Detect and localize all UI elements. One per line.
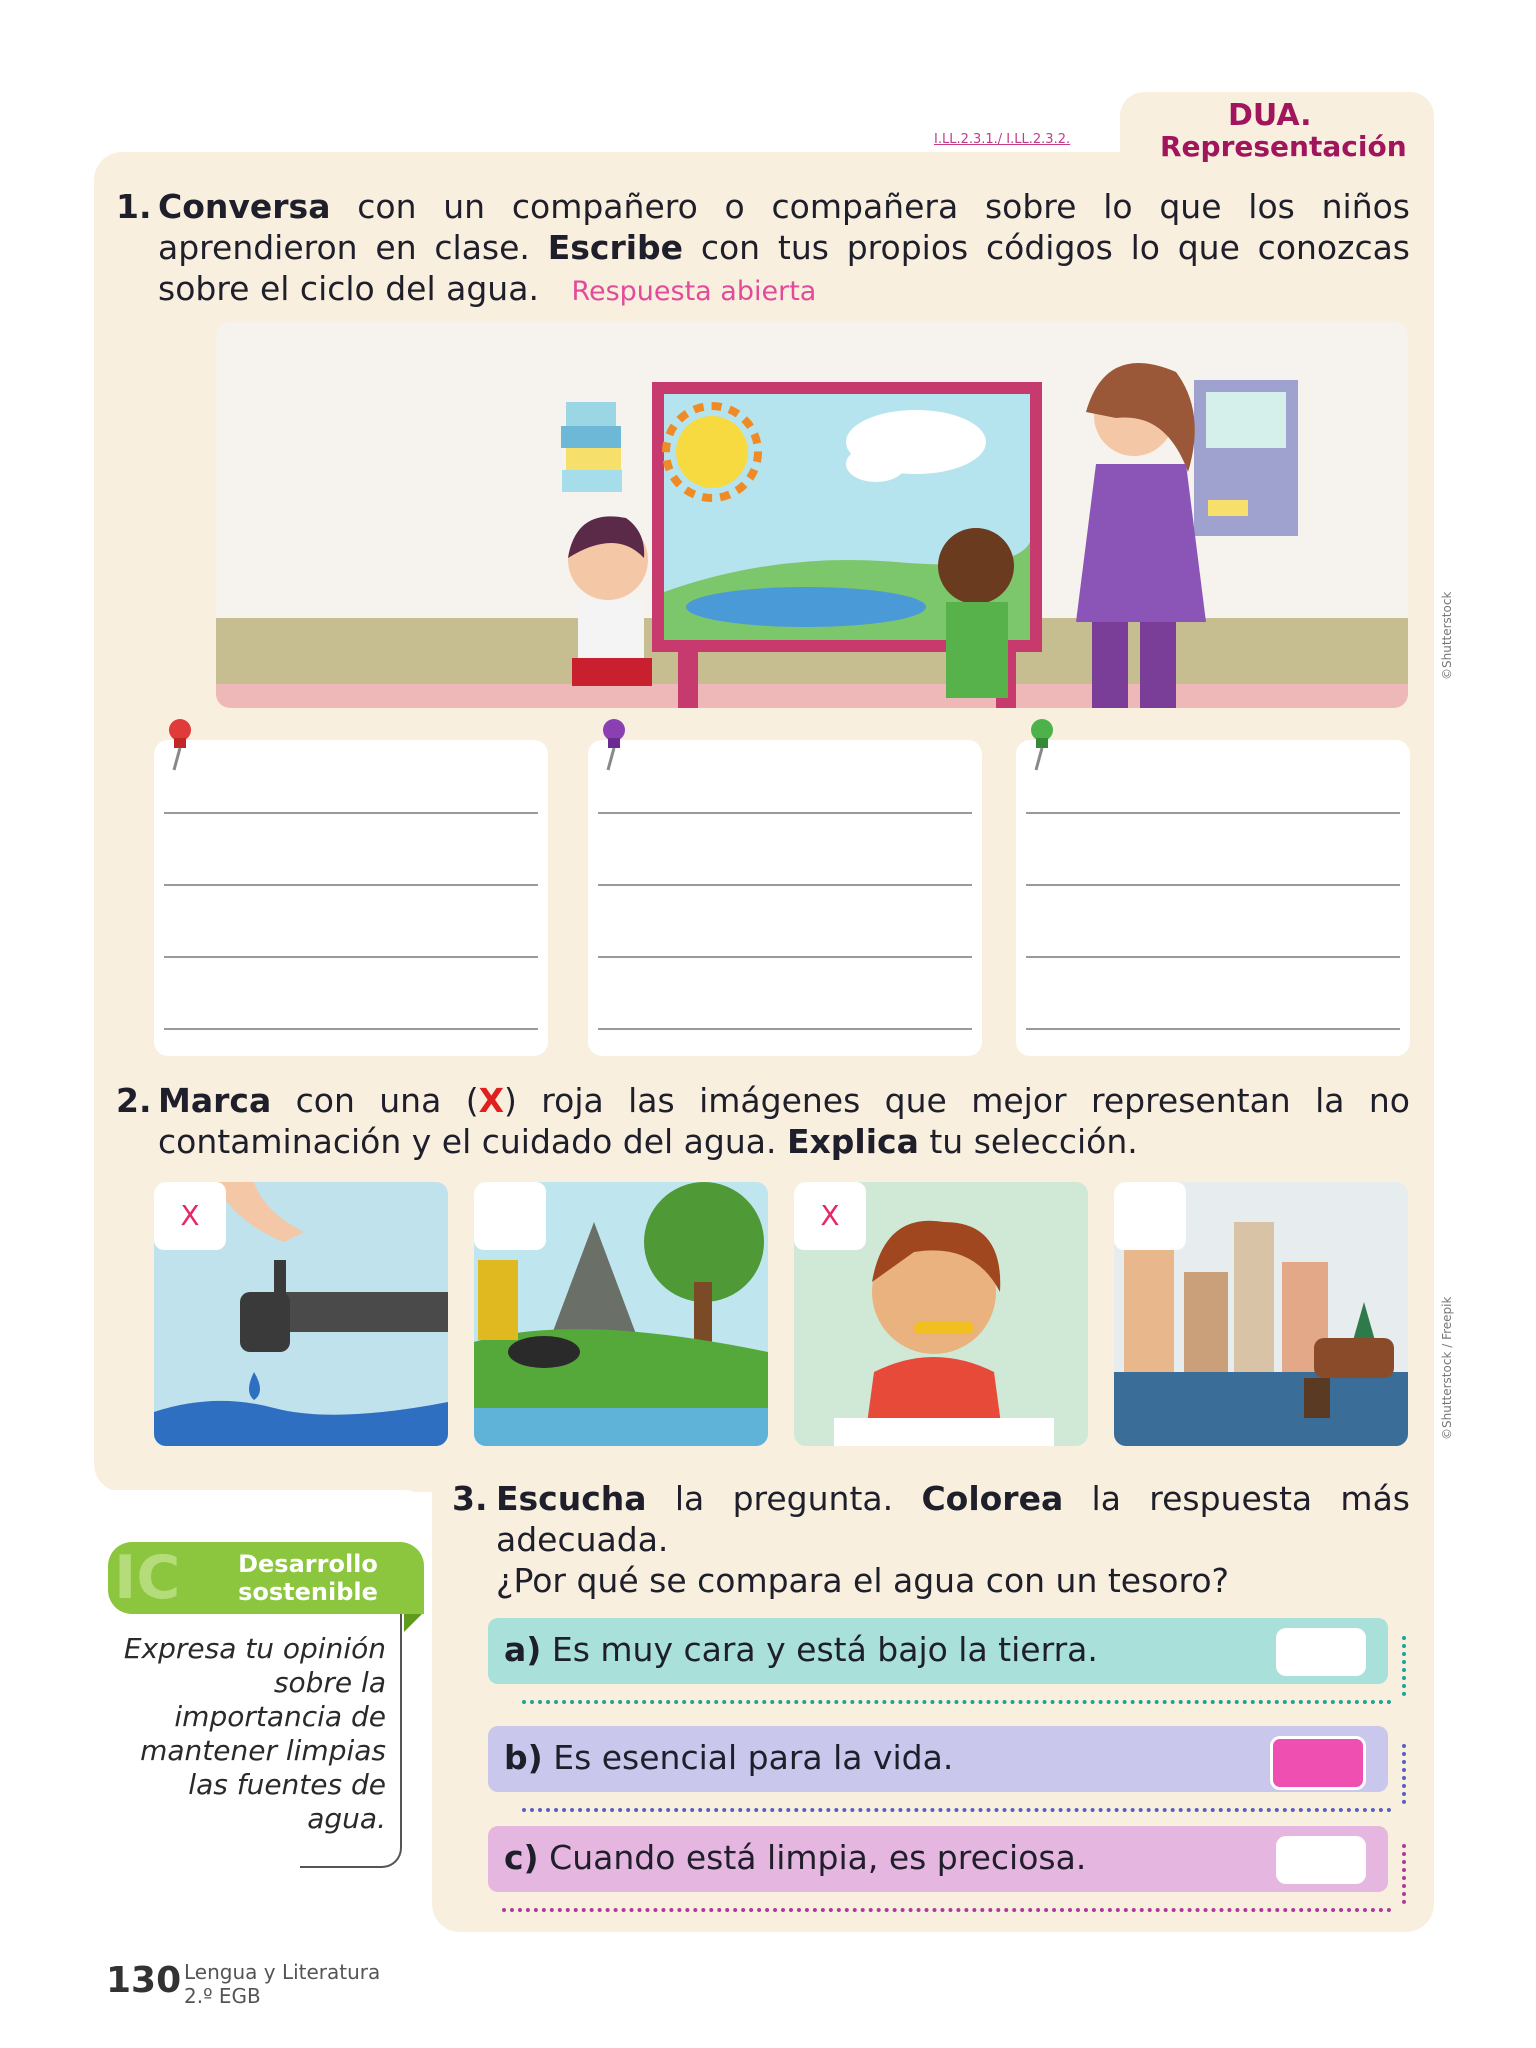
mark-box[interactable] bbox=[1114, 1182, 1186, 1250]
color-box[interactable] bbox=[1276, 1836, 1366, 1884]
grade-level: 2.º EGB bbox=[184, 1984, 261, 2008]
question-text: la pregunta. bbox=[646, 1479, 922, 1518]
dua-subtitle: Representación bbox=[1160, 130, 1407, 163]
dua-title: DUA. bbox=[1228, 98, 1312, 133]
writing-card-3[interactable] bbox=[1016, 740, 1410, 1056]
option-letter: b) bbox=[504, 1738, 543, 1777]
option-a[interactable] bbox=[488, 1618, 1388, 1684]
image-credit: ©Shutterstock / Freepik bbox=[1440, 1296, 1454, 1440]
verb: Conversa bbox=[158, 187, 331, 226]
question-text: la respuesta más adecuada. bbox=[496, 1479, 1410, 1559]
badge-line-1: Desarrollo bbox=[238, 1550, 378, 1578]
question-text: con un compañero o compañera sobre lo que los niños aprendieron en clase. bbox=[158, 187, 1410, 267]
color-box[interactable] bbox=[1270, 1736, 1366, 1790]
mark-box[interactable]: X bbox=[154, 1182, 226, 1250]
option-text: Cuando está limpia, es preciosa. bbox=[549, 1838, 1087, 1877]
answer-note: Respuesta abierta bbox=[571, 276, 817, 307]
image-faucet[interactable] bbox=[154, 1182, 448, 1446]
option-c[interactable] bbox=[488, 1826, 1388, 1892]
pushpin-icon bbox=[594, 716, 634, 776]
option-text: Es esencial para la vida. bbox=[553, 1738, 954, 1777]
question-number: 2. bbox=[116, 1081, 152, 1120]
red-x-mark: X bbox=[478, 1081, 505, 1120]
writing-card-1[interactable] bbox=[154, 740, 548, 1056]
subject-name: Lengua y Literatura bbox=[184, 1960, 381, 1984]
pushpin-icon bbox=[160, 716, 200, 776]
verb: Colorea bbox=[921, 1479, 1064, 1518]
sidebar-text: Expresa tu opinión sobre la importancia de mantener limpias las fuentes de agua. bbox=[123, 1632, 386, 1835]
option-text: Es muy cara y está bajo la tierra. bbox=[551, 1630, 1098, 1669]
classroom-illustration bbox=[216, 322, 1408, 708]
option-letter: a) bbox=[504, 1630, 542, 1669]
verb: Marca bbox=[158, 1081, 272, 1120]
badge-icon: IC bbox=[114, 1543, 181, 1613]
pushpin-icon bbox=[1022, 716, 1062, 776]
badge-line-2: sostenible bbox=[238, 1578, 378, 1606]
question-text: ) roja las imágenes que mejor representan la no contaminación y el cuidado del agua. bbox=[158, 1081, 1410, 1161]
question-text: tu selección. bbox=[918, 1122, 1138, 1161]
verb: Escribe bbox=[547, 228, 684, 267]
question-prompt: ¿Por qué se compara el agua con un tesoro? bbox=[496, 1561, 1230, 1600]
verb: Escucha bbox=[496, 1479, 647, 1518]
question-3 bbox=[452, 1478, 1410, 1601]
question-number: 1. bbox=[116, 187, 152, 226]
option-letter: c) bbox=[504, 1838, 539, 1877]
question-text: con una ( bbox=[271, 1081, 479, 1120]
image-city-pollution[interactable] bbox=[1114, 1182, 1408, 1446]
image-credit: ©Shutterstock bbox=[1440, 591, 1454, 680]
writing-card-2[interactable] bbox=[588, 740, 982, 1056]
question-text: con tus propios códigos lo que conozcas sobre el ciclo del agua. bbox=[158, 228, 1410, 308]
image-polluted-forest[interactable] bbox=[474, 1182, 768, 1446]
mark-box[interactable]: X bbox=[794, 1182, 866, 1250]
question-2 bbox=[116, 1080, 1410, 1162]
option-b[interactable] bbox=[488, 1726, 1388, 1792]
mark-box[interactable] bbox=[474, 1182, 546, 1250]
verb: Explica bbox=[786, 1122, 919, 1161]
question-number: 3. bbox=[452, 1479, 488, 1518]
question-1 bbox=[116, 186, 1410, 312]
color-box[interactable] bbox=[1276, 1628, 1366, 1676]
sidebar-bracket bbox=[300, 1614, 402, 1868]
page-number: 130 bbox=[106, 1960, 182, 2001]
sustainability-badge bbox=[108, 1542, 424, 1614]
indicator-codes: I.LL.2.3.1./ I.LL.2.3.2. bbox=[934, 132, 1071, 147]
image-child-brushing[interactable] bbox=[794, 1182, 1088, 1446]
